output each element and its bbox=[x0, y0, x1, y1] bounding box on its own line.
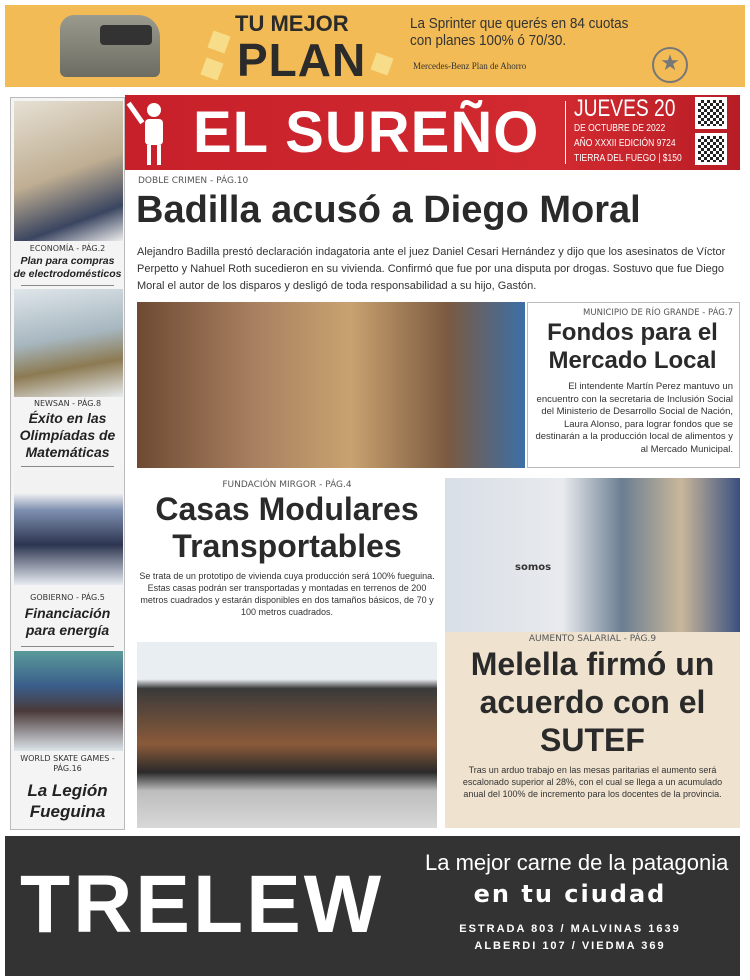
fondos-headline[interactable]: Fondos para el Mercado Local bbox=[547, 319, 718, 374]
mercedes-logo-icon: ★ bbox=[652, 47, 688, 83]
top-advertisement[interactable] bbox=[5, 5, 745, 87]
signing-photo bbox=[137, 302, 525, 468]
qr-code-icon[interactable] bbox=[695, 97, 727, 129]
divider bbox=[21, 646, 114, 647]
casas-headline[interactable]: Casas Modulares Transportables bbox=[155, 491, 419, 564]
sidebar-photo bbox=[14, 101, 123, 241]
sidebar-kicker: ECONOMÍA - PÁG.2 bbox=[29, 244, 106, 253]
sidebar-headline[interactable]: Plan para compras de electrodomésticos bbox=[13, 255, 122, 280]
modular-house-photo bbox=[137, 642, 437, 828]
qr-code-icon[interactable] bbox=[695, 133, 727, 165]
sidebar-kicker: WORLD SKATE GAMES - PÁG.16 bbox=[20, 754, 115, 773]
ad-line1: La mejor carne de la patagonia bbox=[425, 850, 729, 875]
melella-body: Tras un arduo trabajo en las mesas paritarias el aumento será escalonado superior al 28%, con el cual se llega a un acumulado anual del 100% de incremento para los docentes de la provincia. bbox=[462, 765, 723, 799]
ad-copy bbox=[410, 15, 628, 49]
ad-title: PLAN bbox=[237, 34, 367, 86]
divider bbox=[21, 285, 114, 286]
sidebar-headline[interactable]: Éxito en las Olimpíadas de Matemáticas bbox=[19, 410, 116, 460]
casas-body: Se trata de un prototipo de vivienda cuya producción será 100% fueguina. Estas casas podrán ser transportadas y montadas en terrenos de 200 metros cuadrados y estarán disponibles en dos tamaños básicos, de 70 y 100 metros cuadrados. bbox=[139, 571, 435, 617]
sidebar-kicker: NEWSAN - PÁG.8 bbox=[33, 399, 102, 408]
sidebar-photo bbox=[14, 651, 123, 751]
melella-kicker: AUMENTO SALARIAL - PÁG.9 bbox=[528, 634, 657, 644]
ad-copy-line: La Sprinter que querés en 84 cuotas bbox=[410, 15, 629, 32]
casas-kicker: FUNDACIÓN MIRGOR - PÁG.4 bbox=[222, 480, 352, 490]
cube-icon bbox=[370, 52, 393, 75]
masthead bbox=[125, 95, 740, 170]
newspaper-logo[interactable]: EL SUREÑO bbox=[193, 100, 540, 165]
cube-icon bbox=[207, 30, 230, 53]
issue-edition: AÑO XXXII EDICIÓN 9724 bbox=[574, 138, 676, 149]
melella-story bbox=[445, 632, 740, 828]
melella-headline[interactable]: Melella firmó un acuerdo con el SUTEF bbox=[470, 646, 715, 758]
cube-icon bbox=[200, 57, 223, 80]
van-image bbox=[60, 15, 160, 77]
divider bbox=[565, 101, 566, 164]
lead-headline[interactable]: Badilla acusó a Diego Moral bbox=[136, 189, 641, 231]
bottom-advertisement[interactable] bbox=[5, 836, 740, 976]
issue-date: DE OCTUBRE DE 2022 bbox=[574, 123, 666, 134]
ad-copy-line: con planes 100% ó 70/30. bbox=[410, 32, 567, 49]
lead-kicker: DOBLE CRIMEN - PÁG.10 bbox=[138, 176, 249, 186]
photo-sign: somos bbox=[515, 562, 552, 573]
lead-body: Alejandro Badilla prestó declaración indagatoria ante el juez Daniel Cesari Hernández y dijo que los asesinatos de Víctor Perpetto y Nahuel Roth sucedieron en su vivienda. Confirmó que fue por una disputa por drogas. Sostuvo que fue Diego Moral el autor de los disparos y desligó de toda responsabilidad a su hijo, Gastón. bbox=[137, 246, 726, 292]
ad-address-2: ALBERDI 107 / VIEDMA 369 bbox=[474, 940, 666, 952]
issue-day: JUEVES 20 bbox=[574, 95, 676, 122]
ad-tagline: TU MEJOR bbox=[235, 11, 349, 36]
ad-line2: en tu ciudad bbox=[473, 880, 667, 908]
issue-region-price: TIERRA DEL FUEGO | $150 bbox=[574, 153, 682, 164]
sidebar-headline[interactable]: Financiación para energía bbox=[24, 605, 111, 638]
sidebar-photo bbox=[14, 470, 123, 585]
fondos-story bbox=[527, 302, 740, 468]
sidebar-kicker: GOBIERNO - PÁG.5 bbox=[30, 593, 105, 602]
ad-brand: TRELEW bbox=[20, 859, 385, 950]
newspaper-boy-icon bbox=[125, 95, 185, 170]
divider bbox=[21, 466, 114, 467]
sidebar-photo bbox=[14, 289, 123, 397]
sidebar-headline[interactable]: La Legión Fueguina bbox=[27, 781, 108, 821]
ad-address-1: ESTRADA 803 / MALVINAS 1639 bbox=[459, 923, 681, 935]
fondos-kicker: MUNICIPIO DE RÍO GRANDE - PÁG.7 bbox=[583, 308, 733, 318]
casas-story bbox=[137, 480, 437, 618]
meeting-photo bbox=[445, 478, 740, 632]
sidebar bbox=[10, 97, 125, 830]
ad-brand: Mercedes-Benz Plan de Ahorro bbox=[413, 61, 527, 71]
fondos-body: El intendente Martín Perez mantuvo un encuentro con la secretaria de Inclusión Social del Ministerio de Desarrollo Social de Nación, Laura Alonso, para lograr fondos que se destinarán a la producción local de alimentos y al Mercado Municipal. bbox=[535, 381, 733, 455]
